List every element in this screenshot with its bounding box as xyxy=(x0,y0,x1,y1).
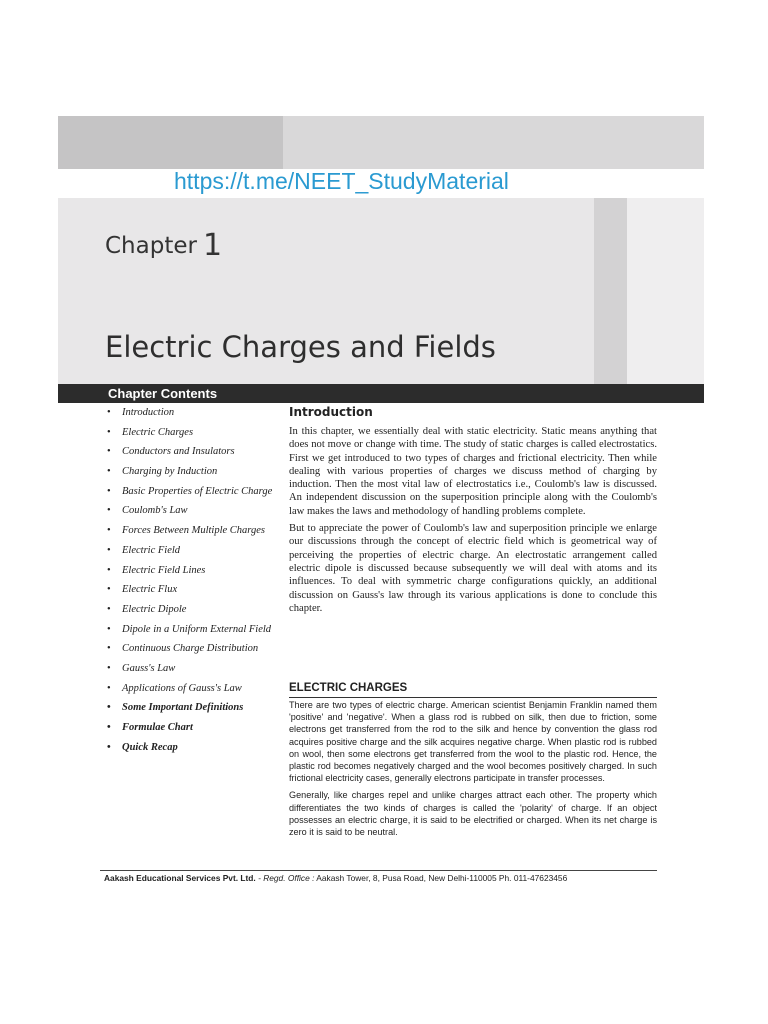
telegram-link[interactable]: https://t.me/NEET_StudyMaterial xyxy=(174,168,509,194)
introduction-body xyxy=(289,425,657,619)
contents-item: • Electric Field xyxy=(105,544,285,558)
footer-divider xyxy=(100,870,657,871)
footer-address: Aakash Tower, 8, Pusa Road, New Delhi-110005 Ph. 011-47623456 xyxy=(316,873,568,883)
introduction-heading: Introduction xyxy=(289,405,373,419)
electric-charges-heading: ELECTRIC CHARGES xyxy=(289,682,408,694)
contents-item: • Quick Recap xyxy=(105,741,285,755)
electric-charges-paragraph: Generally, like charges repel and unlike charges attract each other. The property which differentiates the two kinds of charges is called the 'polarity' of charge. If an object possesses an electric charge, it is said to be electrified or charged. When its net charge is zero it is said to be neutral. xyxy=(289,790,657,838)
top-dark-block xyxy=(58,116,283,169)
contents-title: Chapter Contents xyxy=(108,386,218,401)
chapter-title: Electric Charges and Fields xyxy=(105,330,496,364)
contents-item: • Gauss's Law xyxy=(105,662,285,676)
section-divider xyxy=(289,697,657,698)
contents-item: • Electric Flux xyxy=(105,583,285,597)
contents-item: • Charging by Induction xyxy=(105,465,285,479)
contents-item: • Dipole in a Uniform External Field xyxy=(105,623,285,637)
contents-item: • Electric Dipole xyxy=(105,603,285,617)
footer xyxy=(104,873,567,883)
footer-company: Aakash Educational Services Pvt. Ltd. xyxy=(104,873,256,883)
contents-item: • Conductors and Insulators xyxy=(105,445,285,459)
chapter-number: 1 xyxy=(202,228,223,263)
footer-office-label: - Regd. Office : xyxy=(258,873,315,883)
contents-item: • Formulae Chart xyxy=(105,721,285,735)
contents-list xyxy=(105,406,285,760)
contents-item: • Some Important Definitions xyxy=(105,701,285,715)
contents-item: • Electric Charges xyxy=(105,426,285,440)
contents-item: • Forces Between Multiple Charges xyxy=(105,524,285,538)
contents-item: • Introduction xyxy=(105,406,285,420)
chapter-word: Chapter xyxy=(105,233,197,259)
contents-item: • Coulomb's Law xyxy=(105,504,285,518)
electric-charges-body xyxy=(289,699,657,843)
contents-item: • Electric Field Lines xyxy=(105,564,285,578)
contents-item: • Applications of Gauss's Law xyxy=(105,682,285,696)
contents-item: • Continuous Charge Distribution xyxy=(105,642,285,656)
introduction-paragraph: But to appreciate the power of Coulomb's law and superposition principle we enlarge our discussions through the concept of electric field which is geometrical way of perceiving the properties of electric charge. An electrostatic arrangement called electric dipole is discussed because subsequently we will deal with atoms and its influences. To deal with symmetric charge configurations quickly, an additional discussion on Gauss's law through its various applications is done to conclude this chapter. xyxy=(289,523,657,614)
header-right-panel xyxy=(627,198,704,384)
header-stripe xyxy=(594,198,627,384)
chapter-label xyxy=(105,226,222,261)
electric-charges-paragraph: There are two types of electric charge. American scientist Benjamin Franklin named them 'positive' and 'negative'. When a glass rod is rubbed on silk, then due to friction, some electrons get transferred from the rod to the silk and hence by convention the glass rod acquires positive charge and the silk acquires negative charge. When plastic rod is rubbed on wool, then some electrons get transferred from the wool to the plastic rod. Hence, the plastic rod becomes negatively charged and the wool becomes positively charged. In such frictional electricity cases, generally electrons participate in transfer processes. xyxy=(289,700,657,784)
contents-item: • Basic Properties of Electric Charge xyxy=(105,485,285,499)
introduction-paragraph: In this chapter, we essentially deal with static electricity. Static means anything that does not move or change with time. The study of static charges is called electrostatics. First we get introduced to two types of charges and frictional electricity. Then while dealing with various properties of charges we discuss method of charging by induction. Then the most vital law of electrostatics i.e., Coulomb's law is discussed. An independent discussion on the superposition principle along with the Coulomb's law makes the laws and methodology of handling problems complete. xyxy=(289,426,657,517)
